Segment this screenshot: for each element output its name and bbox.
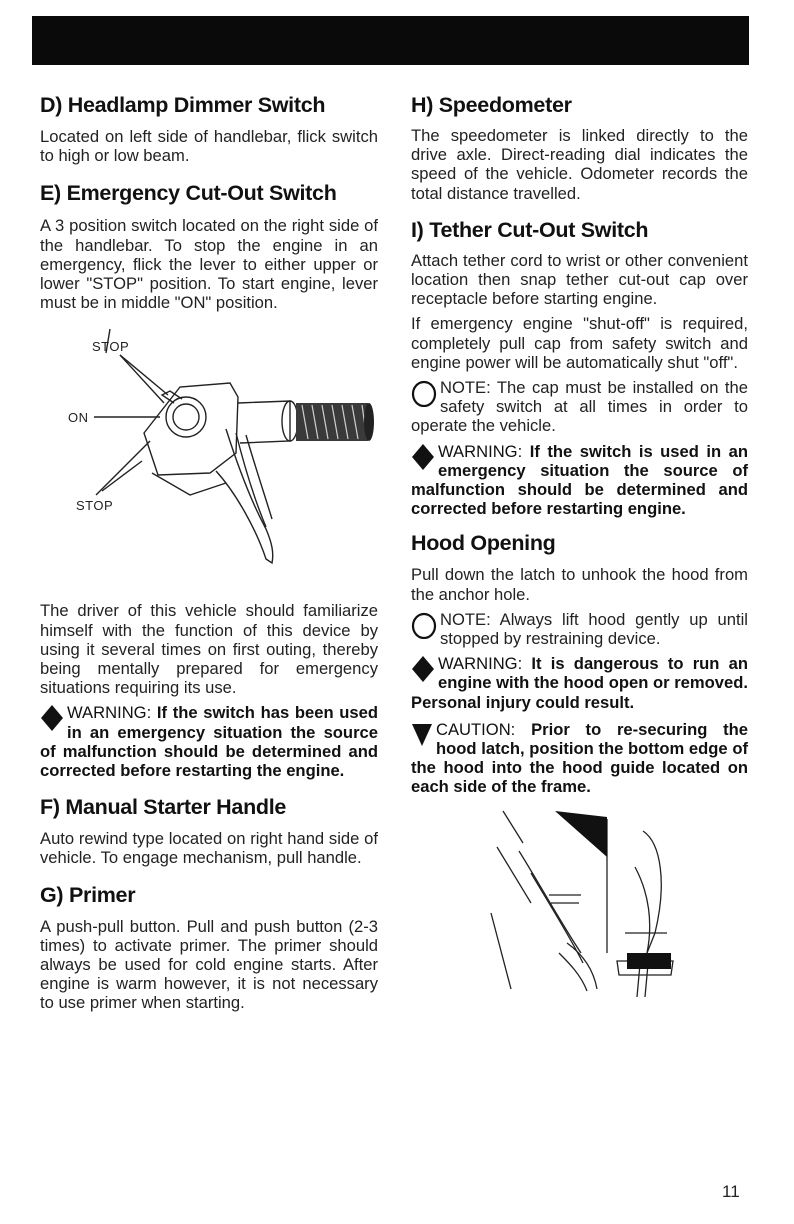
heading-hood-opening: Hood Opening (411, 531, 556, 556)
hood-latch-illustration (411, 803, 748, 999)
warning-label: WARNING: (438, 441, 523, 461)
heading-headlamp-dimmer: D) Headlamp Dimmer Switch (40, 93, 326, 117)
paragraph-primer: A push-pull button. Pull and push button (2-3 times) to activate primer. The primer should always be used for cold engine starts. After engine is warm however, it is not necessary to use primer when starting. (40, 916, 378, 1013)
label-stop-top: STOP (92, 339, 130, 355)
label-stop-bottom: STOP (76, 498, 114, 514)
paragraph-manual-starter: Auto rewind type located on right hand side of vehicle. To engage mechanism, pull handle. (40, 829, 378, 868)
paragraph-tether-2: If emergency engine "shut-off" is required, completely pull cap from safety switch and engine power will be automatically shut "off". (411, 314, 748, 372)
diamond-warning-icon (40, 704, 64, 732)
note-text: Always lift hood gently up until stopped by restraining device. (440, 609, 748, 649)
circle-note-icon (411, 379, 437, 407)
heading-primer: G) Primer (40, 882, 136, 907)
note-block-2 (411, 610, 748, 648)
caution-block (411, 720, 748, 797)
diamond-warning-icon (411, 655, 435, 683)
heading-emergency-cutout: E) Emergency Cut-Out Switch (40, 181, 337, 206)
paragraph-emergency-cutout: A 3 position switch located on the right side of the handlebar. To stop the engine in an emergency, flick the lever to either upper or lower "STOP" position. To start engine, lever must be in middle "ON" position. (40, 216, 378, 313)
warning-text: If the switch is used in an emergency situation the source of malfunction should be determined and corrected before restarting engine. (411, 441, 748, 519)
heading-tether-cutout: I) Tether Cut-Out Switch (411, 217, 649, 242)
paragraph-headlamp: Located on left side of handlebar, flick switch to high or low beam. (40, 127, 378, 166)
right-column (411, 92, 748, 999)
warning-label: WARNING: (438, 654, 523, 674)
caution-label: CAUTION: (436, 719, 516, 739)
caution-text: Prior to re-securing the hood latch, position the bottom edge of the hood into the hood guide located on each side of the frame. (411, 719, 748, 797)
triangle-caution-icon (411, 721, 433, 747)
note-block-1 (411, 378, 748, 436)
paragraph-speedometer: The speedometer is linked directly to the drive axle. Direct-reading dial indicates the speed of the vehicle. Odometer records the total distance travelled. (411, 126, 748, 203)
hood-latch-figure (411, 803, 748, 999)
warning-block-right-1 (411, 442, 748, 519)
note-label: NOTE: (440, 378, 491, 398)
paragraph-hood-opening: Pull down the latch to unhook the hood from the anchor hole. (411, 565, 748, 604)
warning-text: It is dangerous to run an engine with the hood open or removed. Personal injury could result. (411, 654, 748, 712)
header-bar (32, 16, 749, 65)
label-on: ON (68, 410, 89, 426)
handlebar-switch-illustration (40, 323, 378, 601)
warning-block-right-2 (411, 654, 748, 712)
left-column (40, 92, 378, 1013)
note-text: The cap must be installed on the safety switch at all times in order to operate the vehicle. (411, 378, 748, 436)
paragraph-driver-familiarize: The driver of this vehicle should familiarize himself with the function of this device by using it several times on first outing, thereby being mentally prepared for emergency situations requiring its use. (40, 601, 378, 698)
heading-speedometer: H) Speedometer (411, 93, 572, 117)
circle-note-icon (411, 611, 437, 639)
paragraph-tether-1: Attach tether cord to wrist or other convenient location then snap tether cut-out cap over receptacle before starting engine. (411, 250, 748, 309)
warning-text: If the switch has been used in an emergency situation the source of malfunction should be determined and corrected before restarting the engine. (40, 703, 378, 781)
heading-manual-starter: F) Manual Starter Handle (40, 795, 287, 820)
warning-label: WARNING: (67, 703, 152, 723)
note-label: NOTE: (440, 609, 491, 629)
cutout-switch-figure (40, 323, 378, 601)
page-number: 11 (722, 1182, 740, 1201)
diamond-warning-icon (411, 443, 435, 471)
warning-block-left (40, 703, 378, 780)
